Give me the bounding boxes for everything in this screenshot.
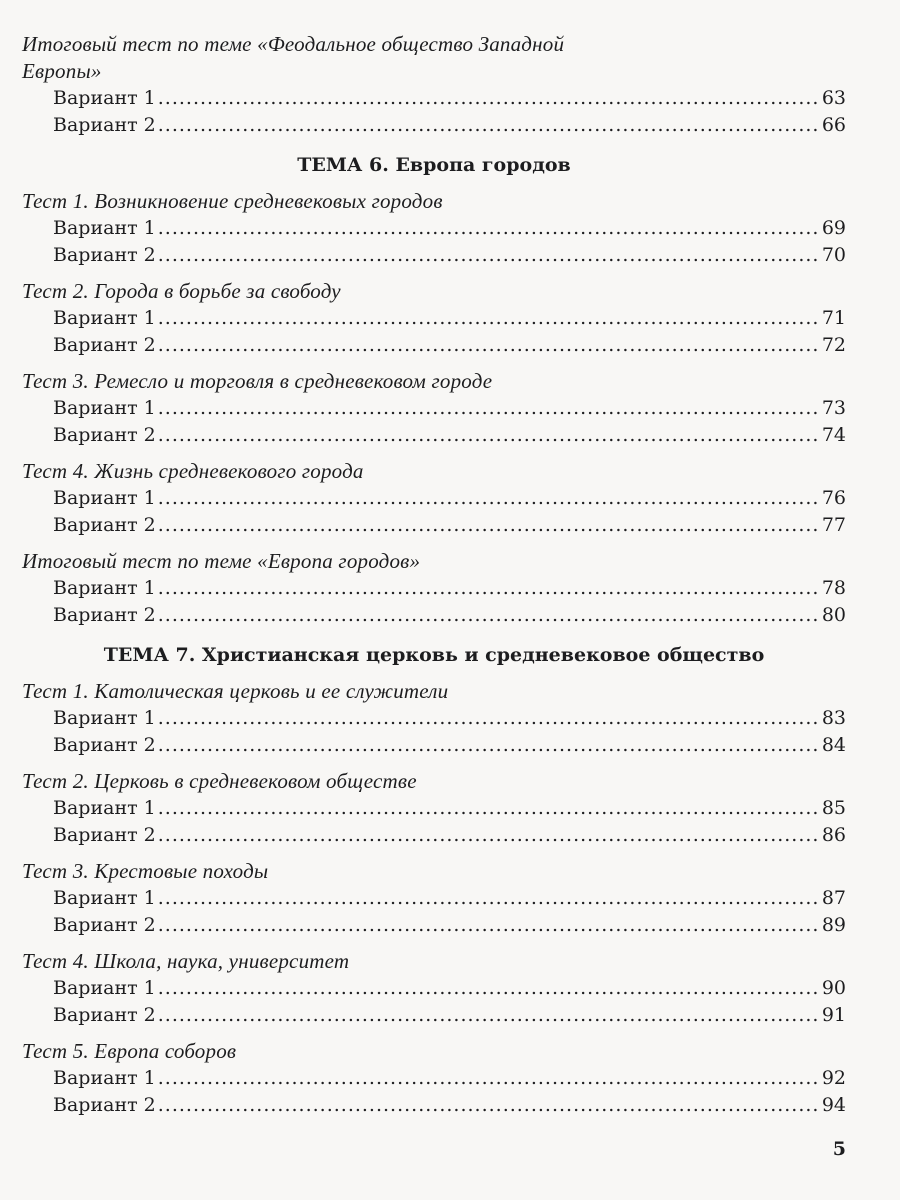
dot-leader xyxy=(158,602,820,629)
entry-title[interactable]: Итоговый тест по теме «Феодальное общество Западной Европы» xyxy=(22,32,565,83)
entry-title[interactable]: Тест 1. Католическая церковь и ее служители xyxy=(22,679,449,703)
page-ref: 92 xyxy=(821,1067,846,1089)
toc-row[interactable] xyxy=(22,485,846,512)
toc-row[interactable] xyxy=(22,305,846,332)
toc-row[interactable] xyxy=(22,332,846,359)
page-ref: 78 xyxy=(821,577,846,599)
toc-row[interactable] xyxy=(22,1002,846,1029)
page-ref: 70 xyxy=(821,244,846,266)
toc-row[interactable] xyxy=(22,242,846,269)
page-ref: 87 xyxy=(821,887,846,909)
toc-entry xyxy=(22,31,846,139)
dot-leader xyxy=(158,975,820,1002)
entry-title[interactable]: Тест 2. Церковь в средневековом обществе xyxy=(22,769,417,793)
toc-row[interactable] xyxy=(22,1092,846,1119)
variant-label: Вариант 1 xyxy=(53,577,156,599)
page-ref: 83 xyxy=(821,707,846,729)
dot-leader xyxy=(158,485,820,512)
toc-row[interactable] xyxy=(22,705,846,732)
toc-entry xyxy=(22,768,846,849)
dot-leader xyxy=(158,822,820,849)
page-ref: 77 xyxy=(821,514,846,536)
variant-label: Вариант 2 xyxy=(53,604,156,626)
entry-title[interactable]: Тест 5. Европа соборов xyxy=(22,1039,237,1063)
variant-label: Вариант 2 xyxy=(53,734,156,756)
variant-label: Вариант 1 xyxy=(53,217,156,239)
entry-title[interactable]: Тест 3. Ремесло и торговля в средневековом городе xyxy=(22,369,493,393)
variant-label: Вариант 2 xyxy=(53,514,156,536)
page-ref: 90 xyxy=(821,977,846,999)
page-ref: 80 xyxy=(821,604,846,626)
variant-label: Вариант 1 xyxy=(53,307,156,329)
variant-label: Вариант 1 xyxy=(53,707,156,729)
dot-leader xyxy=(158,242,820,269)
dot-leader xyxy=(158,732,820,759)
page-ref: 86 xyxy=(821,824,846,846)
variant-label: Вариант 1 xyxy=(53,397,156,419)
toc-row[interactable] xyxy=(22,85,846,112)
page-ref: 94 xyxy=(821,1094,846,1116)
variant-label: Вариант 1 xyxy=(53,87,156,109)
variant-label: Вариант 1 xyxy=(53,977,156,999)
dot-leader xyxy=(158,1092,820,1119)
page-ref: 73 xyxy=(821,397,846,419)
toc-row[interactable] xyxy=(22,395,846,422)
entry-title[interactable]: Итоговый тест по теме «Европа городов» xyxy=(22,549,421,573)
toc-row[interactable] xyxy=(22,822,846,849)
toc-row[interactable] xyxy=(22,975,846,1002)
dot-leader xyxy=(158,215,820,242)
toc-entry xyxy=(22,188,846,269)
section-heading: ТЕМА 7. Христианская церковь и средневековое общество xyxy=(103,644,765,666)
toc-row[interactable] xyxy=(22,885,846,912)
toc-entry xyxy=(22,858,846,939)
dot-leader xyxy=(158,85,820,112)
page-ref: 89 xyxy=(821,914,846,936)
variant-label: Вариант 2 xyxy=(53,334,156,356)
variant-label: Вариант 1 xyxy=(53,1067,156,1089)
toc-row[interactable] xyxy=(22,602,846,629)
dot-leader xyxy=(158,112,820,139)
dot-leader xyxy=(158,705,820,732)
dot-leader xyxy=(158,332,820,359)
toc-entry xyxy=(22,678,846,759)
toc-row[interactable] xyxy=(22,1065,846,1092)
page-ref: 76 xyxy=(821,487,846,509)
page-ref: 72 xyxy=(821,334,846,356)
toc-row[interactable] xyxy=(22,112,846,139)
dot-leader xyxy=(158,395,820,422)
toc-row[interactable] xyxy=(22,215,846,242)
variant-label: Вариант 2 xyxy=(53,1004,156,1026)
page-ref: 69 xyxy=(821,217,846,239)
page-ref: 63 xyxy=(821,87,846,109)
page-ref: 74 xyxy=(821,424,846,446)
toc-row[interactable] xyxy=(22,512,846,539)
toc-entry xyxy=(22,458,846,539)
entry-title[interactable]: Тест 2. Города в борьбе за свободу xyxy=(22,279,341,303)
entry-title[interactable]: Тест 1. Возникновение средневековых городов xyxy=(22,189,443,213)
table-of-contents xyxy=(22,31,846,1119)
toc-row[interactable] xyxy=(22,795,846,822)
page-ref: 71 xyxy=(821,307,846,329)
toc-entry xyxy=(22,368,846,449)
page-number: 5 xyxy=(832,1138,846,1160)
entry-title[interactable]: Тест 3. Крестовые походы xyxy=(22,859,269,883)
dot-leader xyxy=(158,1002,820,1029)
dot-leader xyxy=(158,1065,820,1092)
toc-row[interactable] xyxy=(22,732,846,759)
toc-entry xyxy=(22,1038,846,1119)
variant-label: Вариант 2 xyxy=(53,824,156,846)
variant-label: Вариант 1 xyxy=(53,797,156,819)
page-ref: 84 xyxy=(821,734,846,756)
page-ref: 85 xyxy=(821,797,846,819)
page-ref: 66 xyxy=(821,114,846,136)
dot-leader xyxy=(158,795,820,822)
variant-label: Вариант 1 xyxy=(53,487,156,509)
section-heading: ТЕМА 6. Европа городов xyxy=(297,154,571,176)
dot-leader xyxy=(158,575,820,602)
variant-label: Вариант 2 xyxy=(53,424,156,446)
variant-label: Вариант 2 xyxy=(53,114,156,136)
toc-entry xyxy=(22,278,846,359)
variant-label: Вариант 2 xyxy=(53,1094,156,1116)
variant-label: Вариант 2 xyxy=(53,914,156,936)
toc-entry xyxy=(22,548,846,629)
dot-leader xyxy=(158,885,820,912)
toc-row[interactable] xyxy=(22,912,846,939)
variant-label: Вариант 1 xyxy=(53,887,156,909)
variant-label: Вариант 2 xyxy=(53,244,156,266)
entry-title[interactable]: Тест 4. Жизнь средневекового города xyxy=(22,459,364,483)
dot-leader xyxy=(158,512,820,539)
toc-row[interactable] xyxy=(22,575,846,602)
entry-title[interactable]: Тест 4. Школа, наука, университет xyxy=(22,949,350,973)
page-ref: 91 xyxy=(821,1004,846,1026)
dot-leader xyxy=(158,912,820,939)
toc-row[interactable] xyxy=(22,422,846,449)
dot-leader xyxy=(158,305,820,332)
toc-entry xyxy=(22,948,846,1029)
dot-leader xyxy=(158,422,820,449)
